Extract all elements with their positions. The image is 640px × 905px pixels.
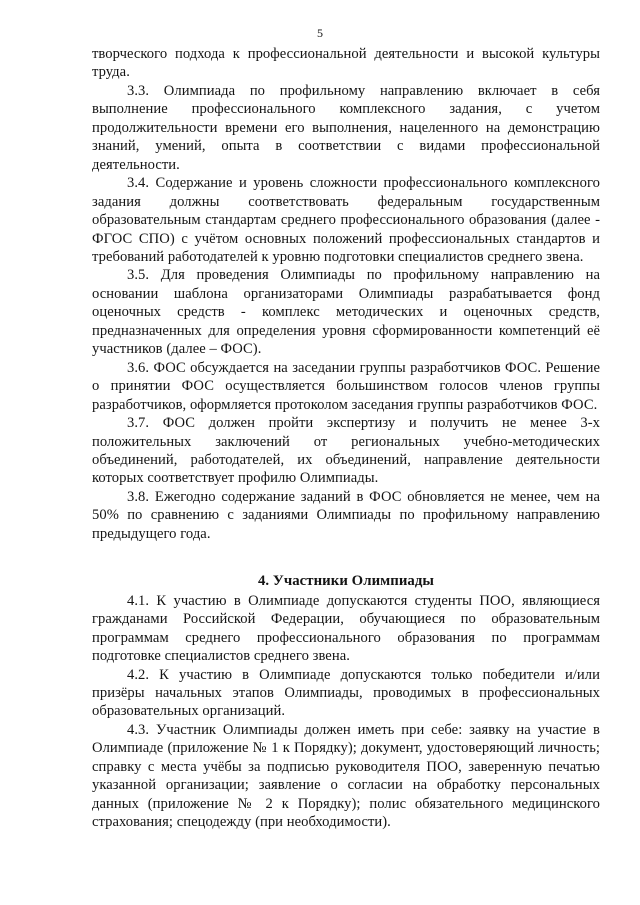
paragraph-3-5: 3.5. Для проведения Олимпиады по профильному направлению на основании шаблона организаторами Олимпиады разрабатывается фонд оценочных средств - комплекс методических и оценочных средств, предназначенных для определения уровня сформированности компетенций её участников (далее – ФОС). (92, 267, 600, 358)
document-body (92, 45, 600, 832)
paragraph-3-3: 3.3. Олимпиада по профильному направлению включает в себя выполнение профессионального комплексного задания, с учетом продолжительности времени его выполнения, нацеленного на демонстрацию знаний, умений, опыта в соответствии с видами профессиональной деятельности. (92, 82, 600, 173)
section-heading: 4. Участники Олимпиады (257, 573, 435, 590)
paragraph-3-7: 3.7. ФОС должен пройти экспертизу и получить не менее 3-х положительных заключений от региональных учебно-методических объединений, работодателей, их объединений, направление деятельности которых соответствует профилю Олимпиады. (92, 415, 600, 487)
paragraph-4-2: 4.2. К участию в Олимпиаде допускаются только победители и/или призёры начальных этапов Олимпиады, проводимых в профессиональных образовательных организаций. (92, 666, 600, 720)
paragraph-3-8: 3.8. Ежегодно содержание заданий в ФОС обновляется не менее, чем на 50% по сравнению с заданиями Олимпиады по профильному направлению предыдущего года. (92, 488, 600, 542)
paragraph-continuation: творческого подхода к профессиональной деятельности и высокой культуры труда. (92, 46, 600, 81)
paragraph-3-4: 3.4. Содержание и уровень сложности профессионального комплексного задания должны соответствовать федеральным государственным образовательным стандартам среднего профессионального образования (далее - ФГОС СПО) с учётом основных положений профессиональных стандартов и требований работодателей к уровню подготовки специалистов среднего звена. (92, 175, 600, 265)
paragraph-4-3: 4.3. Участник Олимпиады должен иметь при себе: заявку на участие в Олимпиаде (приложение № 1 к Порядку); документ, удостоверяющий личность; справку с места учёбы за подписью руководителя ПОО, заверенную печатью указанной организации; заявление о согласии на обработку персональных данных (приложение № 2 к Порядку); полис обязательного медицинского страхования; спецодежду (при необходимости). (92, 721, 600, 831)
paragraph-4-1: 4.1. К участию в Олимпиаде допускаются студенты ПОО, являющиеся гражданами Российской Федерации, обучающиеся по образовательным программам среднего профессионального образования по программам подготовке специалистов среднего звена. (92, 592, 600, 665)
page-number: 5 (317, 26, 323, 40)
paragraph-3-6: 3.6. ФОС обсуждается на заседании группы разработчиков ФОС. Решение о принятии ФОС осуществляется большинством голосов членов группы разработчиков, оформляется протоколом заседания группы разработчиков ФОС. (92, 359, 600, 413)
